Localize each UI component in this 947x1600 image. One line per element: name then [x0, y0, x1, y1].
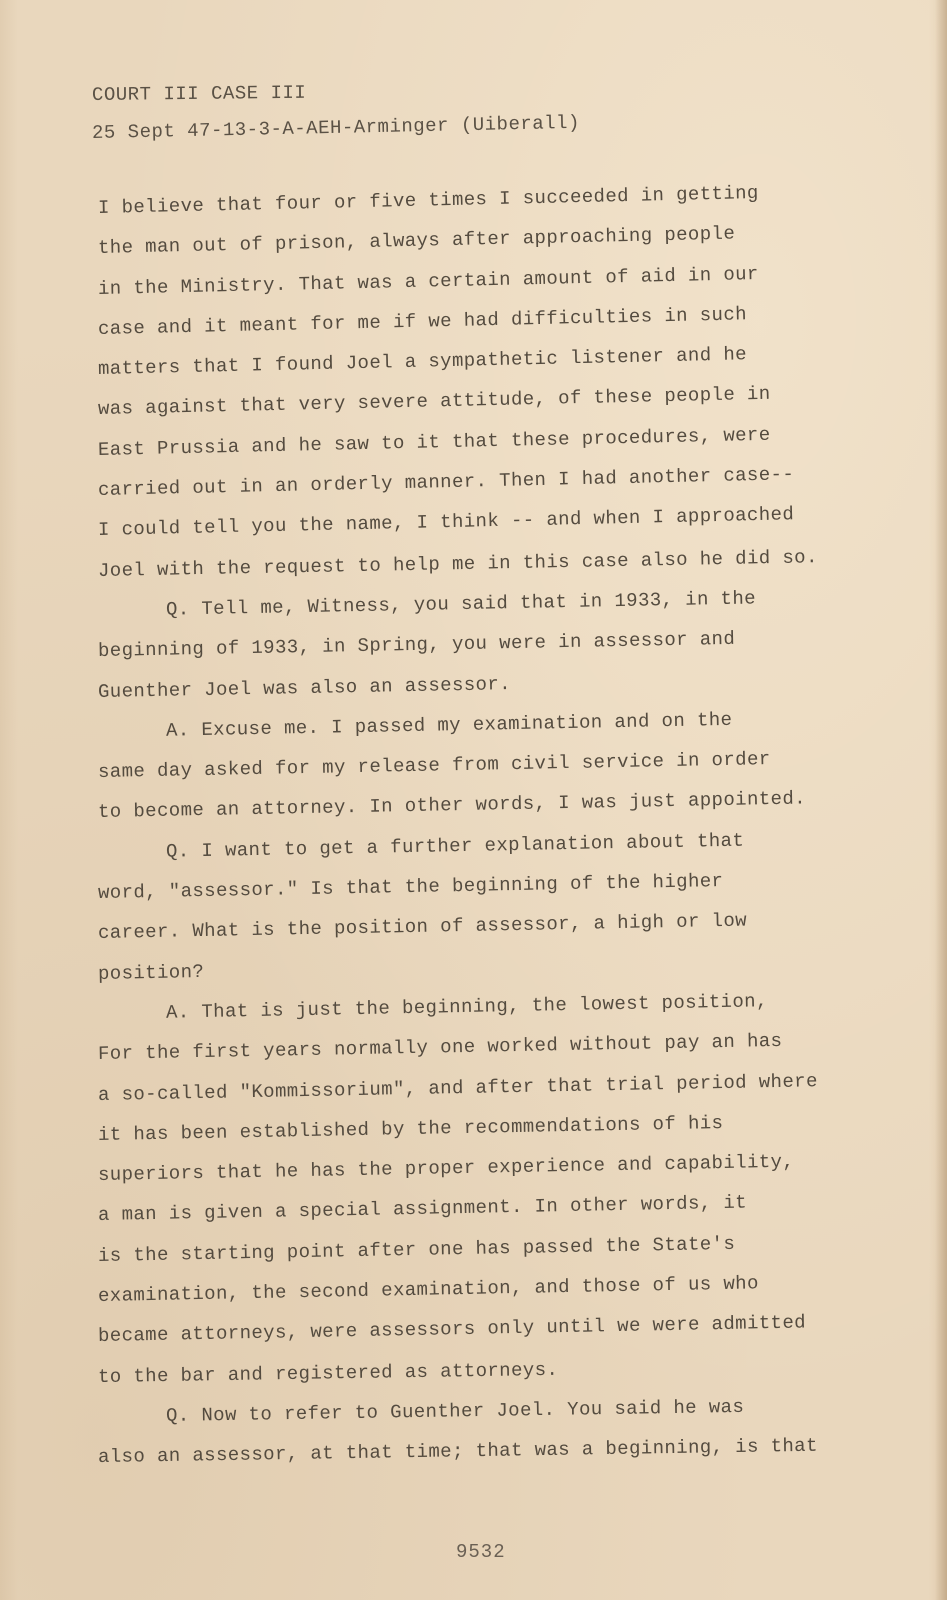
transcript-line: Guenther Joel was also an assessor.: [97, 672, 512, 703]
transcript-line: carried out in an orderly manner. Then I had another case--: [97, 463, 795, 502]
court-case-line: COURT III CASE III: [91, 81, 307, 106]
transcript-body: [97, 182, 888, 1478]
transcript-line: is the starting point after one has passed the State's: [97, 1232, 736, 1267]
transcript-line: matters that I found Joel a sympathetic listener and he: [97, 343, 748, 381]
document-reference: 25 Sept 47-13-3-A-AEH-Arminger (Uiberall): [91, 111, 581, 144]
transcript-line: a man is given a special assignment. In other words, it: [97, 1191, 748, 1227]
page-number: 9532: [456, 1541, 506, 1563]
transcript-line: in the Ministry. That was a certain amount of aid in our: [97, 262, 759, 300]
transcript-question: Q. Tell me, Witness, you said that in 1933, in the: [165, 587, 757, 621]
transcript-line: beginning of 1933, in Spring, you were in assessor and: [97, 628, 736, 663]
transcript-line: a so-called "Kommissorium", and after that trial period where: [97, 1069, 818, 1106]
page-edge-shadow: [935, 0, 947, 1600]
transcript-line: to become an attorney. In other words, I was just appointed.: [97, 787, 807, 824]
transcript-line: I could tell you the name, I think -- and when I approached: [97, 503, 795, 542]
transcript-line: became attorneys, were assessors only until we were admitted: [97, 1311, 807, 1348]
transcript-line: it has been established by the recommendations of his: [97, 1111, 724, 1146]
transcript-line: superiors that he has the proper experience and capability,: [97, 1150, 795, 1187]
transcript-line: position?: [97, 960, 205, 985]
document-header: [91, 81, 581, 144]
transcript-line: the man out of prison, always after approaching people: [97, 222, 736, 260]
transcript-line: same day asked for my release from civil service in order: [97, 748, 771, 784]
transcript-line: was against that very severe attitude, of these people in: [97, 383, 771, 421]
transcript-question: Q. I want to get a further explanation about that: [165, 829, 745, 863]
transcript-line: East Prussia and he saw to it that these procedures, were: [97, 423, 771, 461]
transcript-line: Joel with the request to help me in this case also he did so.: [97, 545, 818, 582]
transcript-answer: A. That is just the beginning, the lowest position,: [165, 990, 768, 1024]
transcript-line: also an assessor, at that time; that was a beginning, is that: [97, 1434, 819, 1469]
transcript-answer: A. Excuse me. I passed my examination and on the: [165, 708, 733, 742]
transcript-line: examination, the second examination, and those of us who: [97, 1272, 759, 1308]
transcript-line: case and it meant for me if we had difficulties in such: [97, 303, 748, 340]
transcript-line: career. What is the position of assessor, a high or low: [97, 909, 748, 945]
transcript-question: Q. Now to refer to Guenther Joel. You said he was: [165, 1395, 745, 1427]
transcript-line: to the bar and registered as attorneys.: [97, 1358, 559, 1388]
transcript-line: word, "assessor." Is that the beginning of the higher: [97, 870, 724, 905]
transcript-line: I believe that four or five times I succeeded in getting: [97, 182, 759, 219]
transcript-line: For the first years normally one worked without pay an has: [97, 1030, 783, 1066]
